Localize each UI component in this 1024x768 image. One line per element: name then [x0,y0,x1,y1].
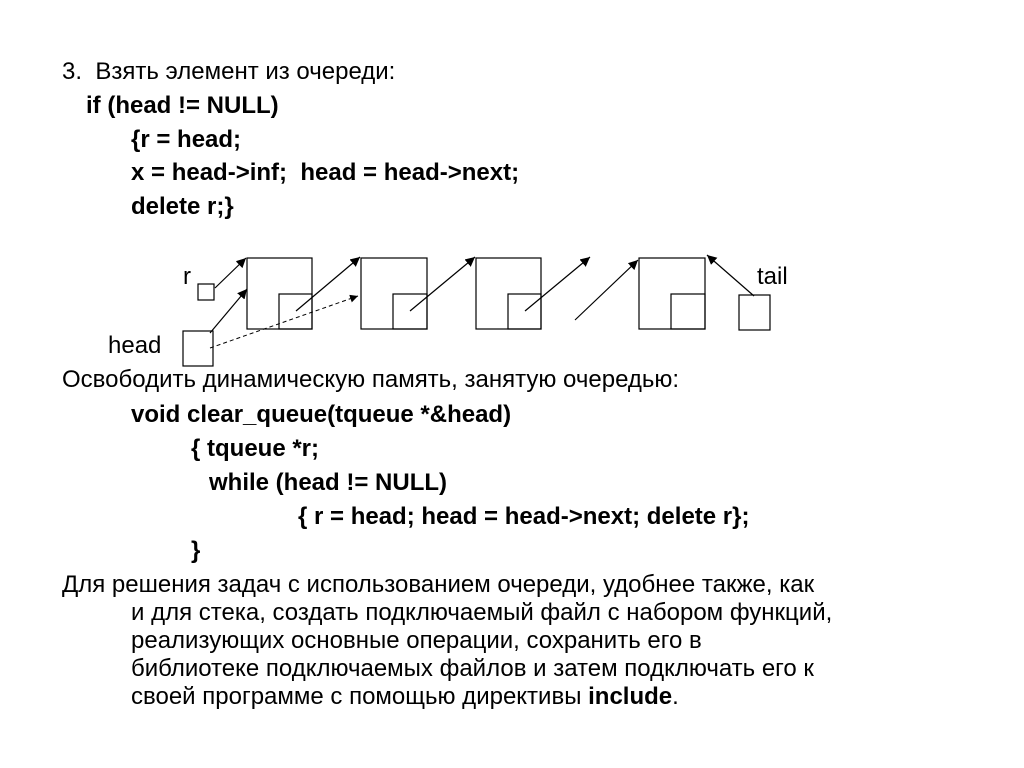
tail-arrow [707,255,754,296]
code-clear-line-4: { r = head; head = head->next; delete r}; [298,503,750,530]
label-r: r [183,263,191,290]
section-title: 3. Взять элемент из очереди: [62,58,396,85]
paragraph-line-3: реализующих основные операции, сохранить его в [131,627,702,654]
paragraph-line-5-prefix: своей программе с помощью директивы [131,683,589,710]
tail-pointer-box [739,295,770,330]
code-clear-line-5: } [191,537,201,564]
node-2-next-arrow [410,257,475,311]
node-3-next-arrow [525,257,590,311]
head-arrow [210,289,247,333]
paragraph-line-4: библиотеке подключаемых файлов и затем подключать его к [131,655,814,682]
clear-title: Освободить динамическую память, занятую очередью: [62,366,680,393]
r-arrow [215,258,246,288]
node-2 [361,258,427,329]
node-last-next [671,294,705,329]
node-3 [476,258,541,329]
include-keyword: include [588,683,673,710]
head-pointer-box [183,331,213,366]
gap-arrow [575,260,638,320]
node-last [639,258,705,329]
r-pointer-box [198,284,214,300]
paragraph-line-5 [131,683,679,711]
node-1 [247,258,312,329]
paragraph-line-5-suffix: . [672,683,679,710]
head-new-dashed-arrow [210,296,358,348]
node-1-next [279,294,312,329]
node-2-next [393,294,427,329]
node-3-next [508,294,541,329]
code-clear-line-1: void clear_queue(tqueue *&head) [131,401,512,428]
label-tail: tail [757,263,788,290]
code-dequeue-line-2: {r = head; [131,126,242,153]
code-clear-line-2: { tqueue *r; [191,435,320,462]
code-dequeue-line-1: if (head != NULL) [86,92,279,119]
code-clear-line-3: while (head != NULL) [209,469,448,496]
label-head: head [108,332,162,359]
code-dequeue-line-3: x = head->inf; head = head->next; [131,159,520,186]
paragraph-line-2: и для стека, создать подключаемый файл с набором функций, [131,599,833,626]
node-1-next-arrow [296,257,360,311]
code-dequeue-line-4: delete r;} [131,193,234,220]
paragraph-line-1: Для решения задач с использованием очереди, удобнее также, как [62,571,815,598]
